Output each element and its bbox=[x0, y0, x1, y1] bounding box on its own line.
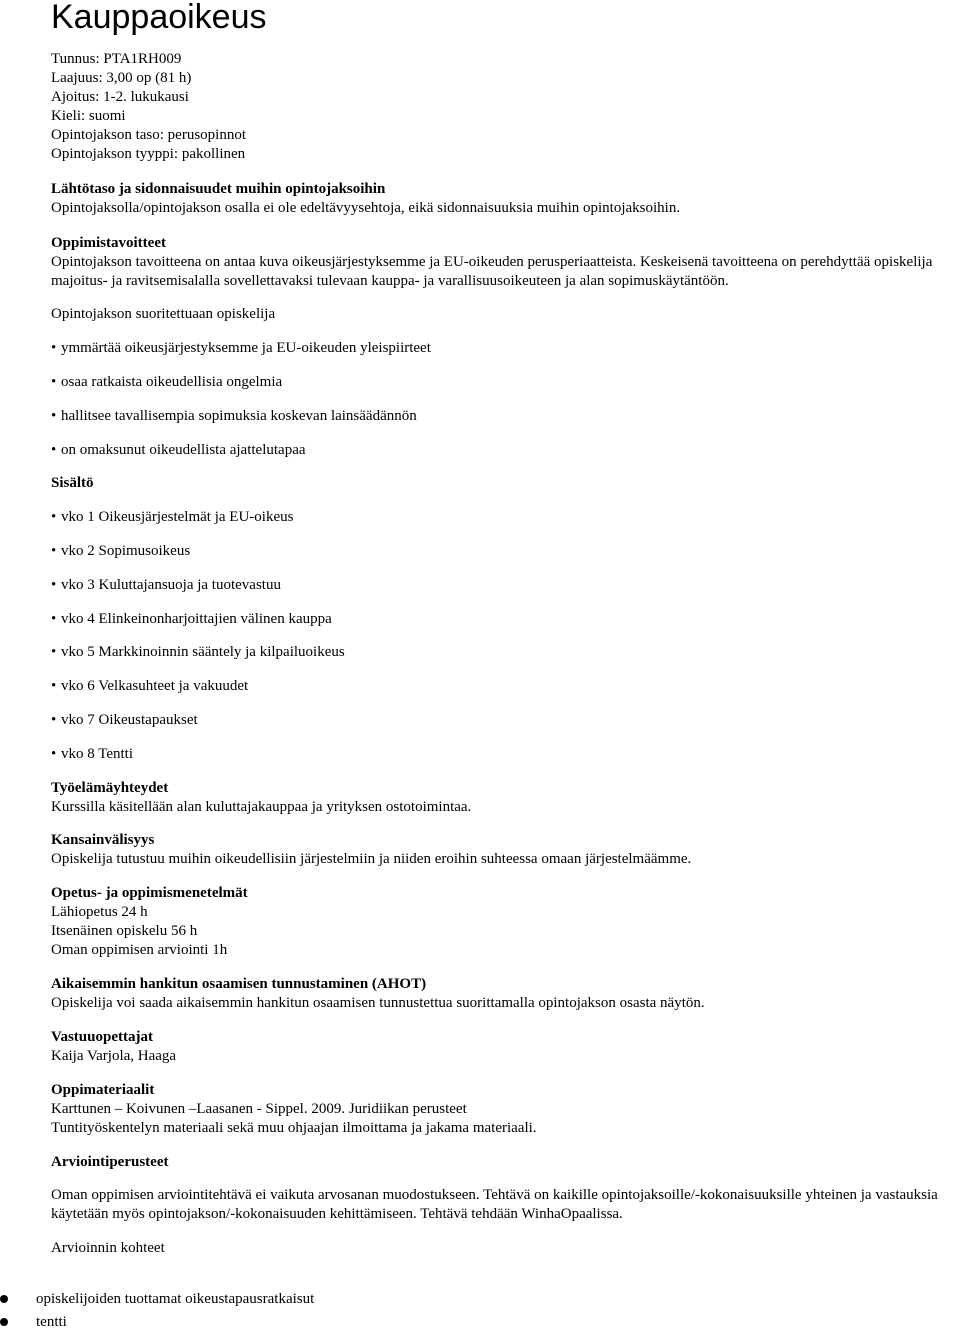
meta-code: Tunnus: PTA1RH009 bbox=[51, 51, 182, 67]
goal-item: • hallitsee tavallisempia sopimuksia koskevan lainsäädännön bbox=[51, 407, 417, 426]
ahot-text: Opiskelija voi saada aikaisemmin hankitun osaamisen tunnustettua suorittamalla opintojakson osasta näytön. bbox=[51, 995, 705, 1011]
goal-item: • on omaksunut oikeudellista ajattelutapaa bbox=[51, 441, 306, 460]
goals-text: Opintojakson tavoitteena on antaa kuva oikeusjärjestyksemme ja EU-oikeuden perusperiaatteista. Keskeisenä tavoitteena on perehdyttää opiskelija majoitus- ja ravitsemisalalla sovellettavaksi tulevaan kauppa- ja varallisuusoikeuteen ja alan sopimuskäytäntöön. bbox=[51, 254, 933, 289]
worklife-section bbox=[51, 779, 471, 817]
content-item: • vko 4 Elinkeinonharjoittajien välinen kauppa bbox=[51, 610, 332, 629]
international-text: Opiskelija tutustuu muihin oikeudellisiin järjestelmiin ja niiden eroihin suhteessa omaan järjestelmäämme. bbox=[51, 851, 692, 867]
bullet-dot-icon bbox=[0, 1295, 8, 1303]
ahot-section bbox=[51, 975, 705, 1013]
content-item: • vko 8 Tentti bbox=[51, 745, 133, 764]
methods-line: Itsenäinen opiskelu 56 h bbox=[51, 923, 198, 939]
content-item: • vko 2 Sopimusoikeus bbox=[51, 542, 190, 561]
list-item bbox=[36, 1313, 67, 1332]
meta-level: Opintojakson taso: perusopinnot bbox=[51, 127, 246, 143]
worklife-text: Kurssilla käsitellään alan kuluttajakauppaa ja yrityksen ostotoimintaa. bbox=[51, 799, 472, 815]
assessment-text: Oman oppimisen arviointitehtävä ei vaikuta arvosanan muodostukseen. Tehtävä on kaikille opintojaksoille/-kokonaisuuksille yhteinen ja vastauksia käytetään myös opintojakson/-kokonaisuuden kehittämiseen. Tehtävä tehdään WinhaOpaalissa. bbox=[51, 1187, 938, 1222]
goals-heading: Oppimistavoitteet bbox=[51, 235, 166, 251]
materials-line: Karttunen – Koivunen –Laasanen - Sippel. 2009. Juridiikan perusteet bbox=[51, 1101, 467, 1117]
teachers-section bbox=[51, 1028, 176, 1066]
methods-heading: Opetus- ja oppimismenetelmät bbox=[51, 885, 248, 901]
meta-scope: Laajuus: 3,00 op (81 h) bbox=[51, 70, 192, 86]
page-title: Kauppaoikeus bbox=[51, 0, 267, 36]
prereq-heading: Lähtötaso ja sidonnaisuudet muihin opintojaksoihin bbox=[51, 181, 386, 197]
content-item: • vko 3 Kuluttajansuoja ja tuotevastuu bbox=[51, 576, 281, 595]
worklife-heading: Työelämäyhteydet bbox=[51, 780, 169, 796]
goal-item: • osaa ratkaista oikeudellisia ongelmia bbox=[51, 373, 282, 392]
content-heading: Sisältö bbox=[51, 475, 94, 491]
assessment-target: opiskelijoiden tuottamat oikeustapausratkaisut bbox=[36, 1291, 315, 1307]
meta-timing: Ajoitus: 1-2. lukukausi bbox=[51, 89, 189, 105]
materials-line: Tuntityöskentelyn materiaali sekä muu ohjaajan ilmoittama ja jakama materiaali. bbox=[51, 1120, 537, 1136]
prereq-text: Opintojaksolla/opintojakson osalla ei ole edeltävyysehtoja, eikä sidonnaisuuksia muihin opintojaksoihin. bbox=[51, 200, 681, 216]
assessment-targets-label: Arvioinnin kohteet bbox=[51, 1240, 165, 1256]
materials-heading: Oppimateriaalit bbox=[51, 1082, 155, 1098]
content-item: • vko 5 Markkinoinnin sääntely ja kilpailuoikeus bbox=[51, 643, 345, 662]
goals-intro: Opintojakson suoritettuaan opiskelija bbox=[51, 306, 276, 322]
methods-line: Lähiopetus 24 h bbox=[51, 904, 148, 920]
teachers-text: Kaija Varjola, Haaga bbox=[51, 1048, 177, 1064]
meta-type: Opintojakson tyyppi: pakollinen bbox=[51, 146, 246, 162]
international-heading: Kansainvälisyys bbox=[51, 832, 155, 848]
international-section bbox=[51, 831, 691, 869]
teachers-heading: Vastuuopettajat bbox=[51, 1029, 153, 1045]
goal-item: • ymmärtää oikeusjärjestyksemme ja EU-oikeuden yleispiirteet bbox=[51, 339, 431, 358]
methods-line: Oman oppimisen arviointi 1h bbox=[51, 942, 228, 958]
meta-language: Kieli: suomi bbox=[51, 108, 126, 124]
course-meta bbox=[51, 50, 246, 164]
assessment-target: tentti bbox=[36, 1314, 67, 1330]
materials-section bbox=[51, 1081, 537, 1138]
prereq-section bbox=[51, 180, 680, 218]
list-item bbox=[36, 1290, 314, 1309]
methods-section bbox=[51, 884, 248, 960]
content-item: • vko 6 Velkasuhteet ja vakuudet bbox=[51, 677, 248, 696]
content-item: • vko 7 Oikeustapaukset bbox=[51, 711, 198, 730]
ahot-heading: Aikaisemmin hankitun osaamisen tunnustaminen (AHOT) bbox=[51, 976, 427, 992]
goals-section bbox=[51, 234, 959, 291]
assessment-heading: Arviointiperusteet bbox=[51, 1154, 169, 1170]
bullet-dot-icon bbox=[0, 1318, 8, 1326]
content-item: • vko 1 Oikeusjärjestelmät ja EU-oikeus bbox=[51, 508, 293, 527]
